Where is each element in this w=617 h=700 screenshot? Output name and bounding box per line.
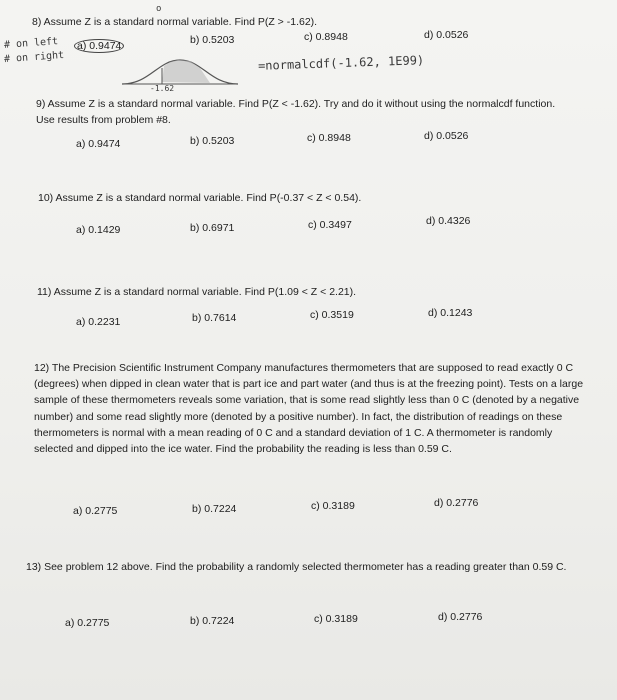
note-left: # on left <box>3 36 59 51</box>
question-13-text: 13) See problem 12 above. Find the probability a randomly selected thermometer has a reading greater than 0.59 C. <box>26 561 567 573</box>
q12-option-b[interactable]: b) 0.7224 <box>192 503 237 515</box>
q8-option-c[interactable]: c) 0.8948 <box>304 31 348 43</box>
q8-option-d[interactable]: d) 0.0526 <box>424 29 469 41</box>
q12-option-a[interactable]: a) 0.2775 <box>73 505 118 517</box>
question-10-text: 10) Assume Z is a standard normal variable. Find P(-0.37 < Z < 0.54). <box>38 192 362 204</box>
question-9-text: 9) Assume Z is a standard normal variable. Find P(Z < -1.62). Try and do it without using the normalcdf function. Use results from problem #8. <box>36 98 556 127</box>
q9-option-d[interactable]: d) 0.0526 <box>424 130 469 142</box>
note-calc: =normalcdf(-1.62, 1E99) <box>257 53 425 73</box>
question-8-text: 8) Assume Z is a standard normal variable. Find P(Z > -1.62). <box>32 16 318 28</box>
q10-option-b[interactable]: b) 0.6971 <box>190 222 235 234</box>
q9-option-a[interactable]: a) 0.9474 <box>76 138 121 150</box>
q8-option-a[interactable] <box>74 39 124 53</box>
q9-option-b[interactable]: b) 0.5203 <box>190 135 235 147</box>
curve-label: -1.62 <box>150 84 175 93</box>
q12-option-d[interactable]: d) 0.2776 <box>434 497 479 509</box>
q13-option-a[interactable]: a) 0.2775 <box>65 617 110 629</box>
q8-option-b[interactable]: b) 0.5203 <box>190 34 235 46</box>
q13-option-b[interactable]: b) 0.7224 <box>190 615 235 627</box>
question-11-text: 11) Assume Z is a standard normal variable. Find P(1.09 < Z < 2.21). <box>37 286 357 298</box>
question-12-text: 12) The Precision Scientific Instrument Company manufactures thermometers that are supposed to read exactly 0 C (degrees) when dipped in clean water that is part ice and part water (and thus is at the freezing point). Tests on a large sample of these thermometers reveals some variation, that is some read slightly less than 0 C (denoted by a negative number) and some read slightly more (denoted by a positive number). In fact, the distribution of readings on these thermometers is normal with a mean reading of 0 C and a standard deviation of 1 C. A thermometer is randomly selected and dipped into the ice water. Find the probability the reading is less than 0.59 C. <box>34 362 584 456</box>
handwritten-mark: o <box>156 4 162 14</box>
bell-curve-sketch <box>120 56 240 96</box>
circled-answer: a) 0.9474 <box>74 39 124 53</box>
q10-option-d[interactable]: d) 0.4326 <box>426 215 471 227</box>
q9-option-c[interactable]: c) 0.8948 <box>307 132 351 144</box>
note-right: # on right <box>3 49 65 66</box>
q10-option-c[interactable]: c) 0.3497 <box>308 219 352 231</box>
q11-option-a[interactable]: a) 0.2231 <box>76 316 121 328</box>
q13-option-d[interactable]: d) 0.2776 <box>438 611 483 623</box>
q11-option-d[interactable]: d) 0.1243 <box>428 307 473 319</box>
q13-option-c[interactable]: c) 0.3189 <box>314 613 358 625</box>
q11-option-b[interactable]: b) 0.7614 <box>192 312 237 324</box>
q11-option-c[interactable]: c) 0.3519 <box>310 309 354 321</box>
q10-option-a[interactable]: a) 0.1429 <box>76 224 121 236</box>
q12-option-c[interactable]: c) 0.3189 <box>311 500 355 512</box>
